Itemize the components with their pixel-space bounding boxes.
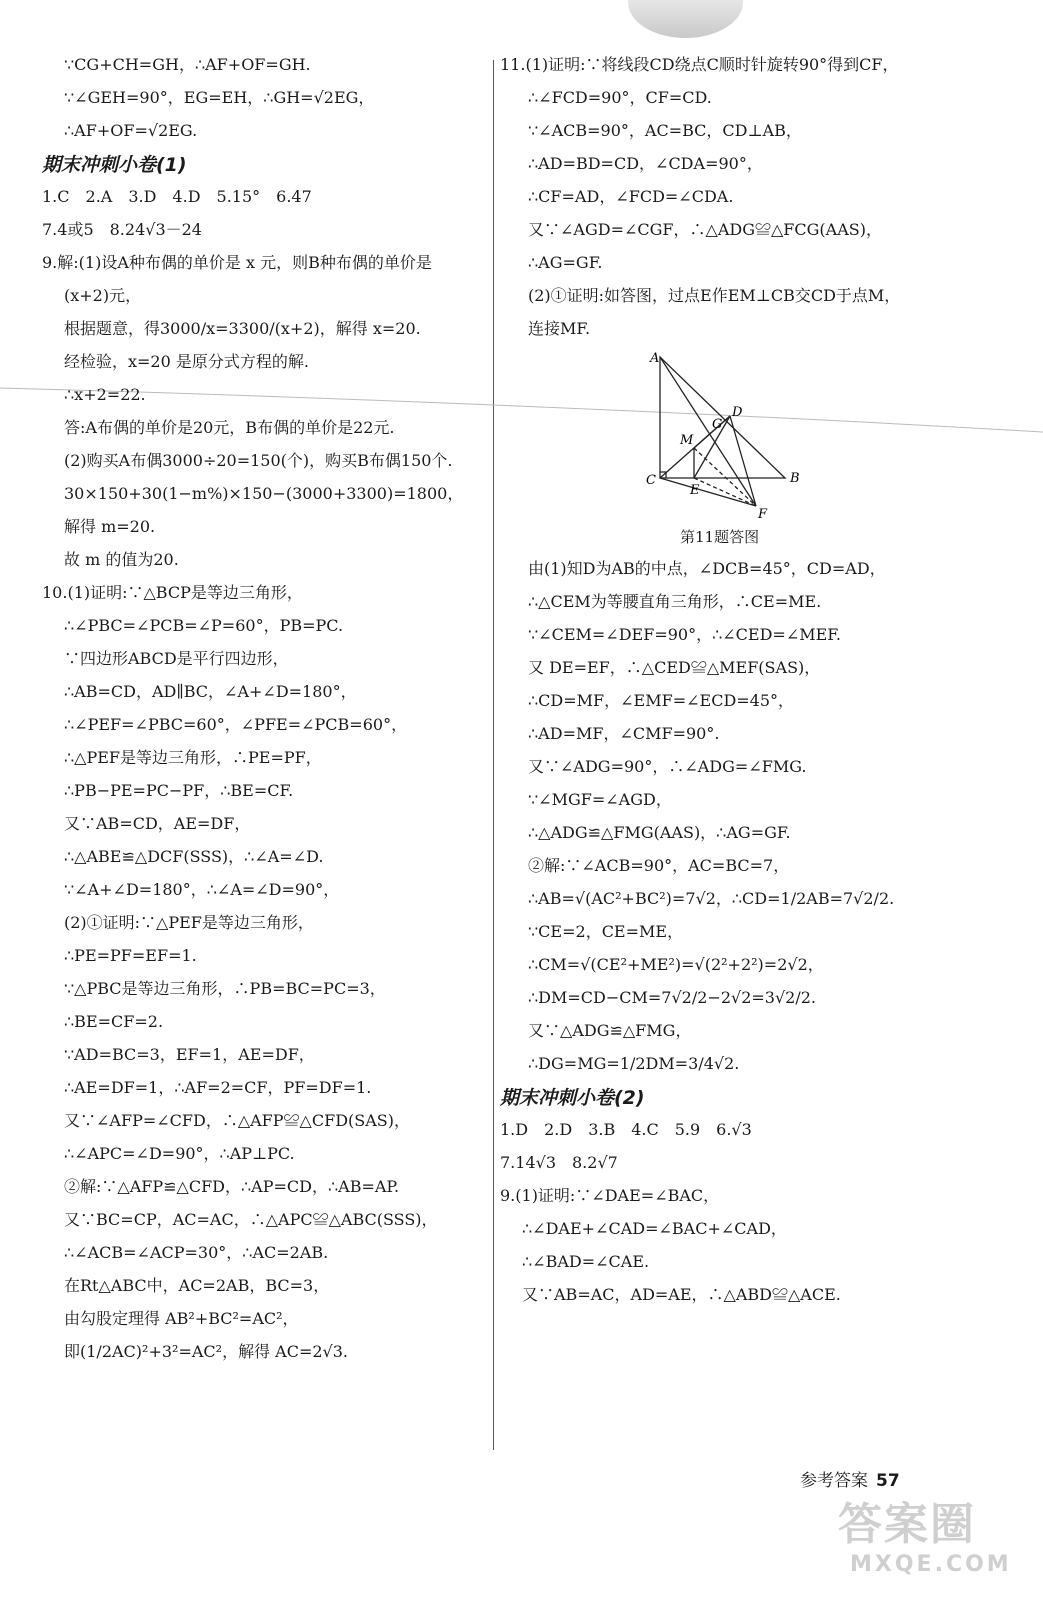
text-line: ∵∠A+∠D=180°，∴∠A=∠D=90°， <box>64 880 340 899</box>
text-line: 由勾股定理得 AB²+BC²=AC²， <box>64 1309 299 1328</box>
text-line: 连接MF. <box>528 319 591 338</box>
page-number: 57 <box>876 1471 900 1491</box>
text-line: 即(1/2AC)²+3²=AC²，解得 AC=2√3. <box>64 1342 348 1361</box>
text-line: ∵AD=BC=3，EF=1，AE=DF， <box>64 1045 315 1064</box>
text-line: ∴PE=PF=EF=1. <box>64 946 197 965</box>
text-line: ∴AD=BD=CD，∠CDA=90°， <box>528 154 763 173</box>
text-line: ∵∠ACB=90°，AC=BC，CD⊥AB， <box>528 121 802 140</box>
text-line: ∴∠BAD=∠CAE. <box>522 1252 650 1271</box>
figure-label-d: D <box>732 405 743 420</box>
text-line: 9.(1)证明:∵∠DAE=∠BAC， <box>500 1186 720 1205</box>
text-line: ②解:∵△AFP≌△CFD，∴AP=CD，∴AB=AP. <box>64 1177 400 1196</box>
text-line: ∴x+2=22. <box>64 385 146 404</box>
text-line: ∴CD=MF，∠EMF=∠ECD=45°， <box>528 691 795 710</box>
text-line: ∵∠GEH=90°，EG=EH，∴GH=√2EG， <box>64 88 375 107</box>
text-line: ∴CM=√(CE²+ME²)=√(2²+2²)=2√2， <box>528 955 824 974</box>
text-line: ∴∠PEF=∠PBC=60°，∠PFE=∠PCB=60°， <box>64 715 408 734</box>
figure-label-a: A <box>650 352 660 366</box>
text-line: ∴AB=CD，AD∥BC，∠A+∠D=180°， <box>64 682 357 701</box>
figure-label-g: G <box>712 417 723 432</box>
section-heading: 期末冲刺小卷(1) <box>42 154 187 176</box>
text-line: 又∵∠ADG=90°，∴∠ADG=∠FMG. <box>528 757 807 776</box>
text-line: 7.14√3 8.2√7 <box>500 1153 618 1172</box>
watermark-bottom: MXQE.COM <box>850 1552 1012 1577</box>
text-line: ∵四边形ABCD是平行四边形， <box>64 649 289 668</box>
column-divider <box>493 60 494 1450</box>
figure-caption: 第11题答图 <box>680 528 760 546</box>
text-line: ∴∠FCD=90°，CF=CD. <box>528 88 712 107</box>
text-line: ∴AD=MF，∠CMF=90°. <box>528 724 720 743</box>
text-line: 1.D 2.D 3.B 4.C 5.9 6.√3 <box>500 1120 752 1139</box>
text-line: 10.(1)证明:∵△BCP是等边三角形， <box>42 583 303 602</box>
figure-label-e: E <box>690 483 700 498</box>
text-line: ∵CE=2，CE=ME， <box>528 922 684 941</box>
footer-label: 参考答案 <box>800 1471 868 1491</box>
text-line: ∴△PEF是等边三角形，∴PE=PF， <box>64 748 322 767</box>
figure-label-f: F <box>758 507 768 522</box>
text-line: ∴△ADG≌△FMG(AAS)，∴AG=GF. <box>528 823 791 842</box>
left-column <box>42 55 492 1375</box>
figure-label-c: C <box>646 473 656 488</box>
text-line: 根据题意，得3000/x=3300/(x+2)，解得 x=20. <box>64 319 421 338</box>
text-line: 解得 m=20. <box>64 517 156 536</box>
top-tab-decoration <box>628 0 743 38</box>
text-line: ∴∠DAE+∠CAD=∠BAC+∠CAD， <box>522 1219 787 1238</box>
figure-label-b: B <box>790 471 800 486</box>
text-line: 经检验，x=20 是原分式方程的解. <box>64 352 309 371</box>
watermark-logo <box>838 1488 1038 1596</box>
text-line: ∵△PBC是等边三角形，∴PB=BC=PC=3， <box>64 979 386 998</box>
text-line: ∴∠PBC=∠PCB=∠P=60°，PB=PC. <box>64 616 344 635</box>
section-heading: 期末冲刺小卷(2) <box>500 1087 645 1109</box>
text-line: 又∵△ADG≌△FMG， <box>528 1021 692 1040</box>
text-line: 又 DE=EF，∴△CED≌△MEF(SAS)， <box>528 658 821 677</box>
text-line: ∴DG=MG=1/2DM=3/4√2. <box>528 1054 740 1073</box>
text-line: 答:A布偶的单价是20元，B布偶的单价是22元. <box>64 418 395 437</box>
text-line: ∴AB=√(AC²+BC²)=7√2，∴CD=1/2AB=7√2/2. <box>528 889 895 908</box>
text-line: (2)①证明:∵△PEF是等边三角形， <box>64 913 314 932</box>
text-line: ∵∠CEM=∠DEF=90°，∴∠CED=∠MEF. <box>528 625 841 644</box>
text-line: ∴BE=CF=2. <box>64 1012 164 1031</box>
text-line: 在Rt△ABC中，AC=2AB，BC=3， <box>64 1276 330 1295</box>
text-line: 7.4或5 8.24√3－24 <box>42 220 202 239</box>
text-line: ∵∠MGF=∠AGD， <box>528 790 672 809</box>
text-line: ∴∠APC=∠D=90°，∴AP⊥PC. <box>64 1144 295 1163</box>
text-line: ∴△ABE≌△DCF(SSS)，∴∠A=∠D. <box>64 847 324 866</box>
text-line: 又∵AB=CD，AE=DF， <box>64 814 251 833</box>
figure-label-m: M <box>680 433 694 448</box>
text-line: 11.(1)证明:∵将线段CD绕点C顺时针旋转90°得到CF， <box>500 55 899 74</box>
text-line: 又∵BC=CP，AC=AC，∴△APC≌△ABC(SSS)， <box>64 1210 438 1229</box>
q11-figure <box>640 352 840 522</box>
text-line: 又∵∠AGD=∠CGF，∴△ADG≌△FCG(AAS)， <box>528 220 882 239</box>
text-line: 又∵∠AFP=∠CFD，∴△AFP≌△CFD(SAS)， <box>64 1111 410 1130</box>
text-line: (2)购买A布偶3000÷20=150(个)，购买B布偶150个. <box>64 451 453 470</box>
text-line: ∴PB−PE=PC−PF，∴BE=CF. <box>64 781 294 800</box>
text-line: 由(1)知D为AB的中点，∠DCB=45°，CD=AD， <box>528 559 886 578</box>
text-line: (x+2)元， <box>64 286 142 305</box>
text-line: ∴∠ACB=∠ACP=30°，∴AC=2AB. <box>64 1243 329 1262</box>
right-column <box>500 55 1005 1318</box>
text-line: ∴AG=GF. <box>528 253 603 272</box>
text-line: 9.解:(1)设A种布偶的单价是 x 元，则B种布偶的单价是 <box>42 253 432 272</box>
q11-part1 <box>500 55 1005 339</box>
text-line: ∴△CEM为等腰直角三角形，∴CE=ME. <box>528 592 822 611</box>
text-line: ②解:∵∠ACB=90°，AC=BC=7， <box>528 856 790 875</box>
text-line: 故 m 的值为20. <box>64 550 179 569</box>
q11-part2-and-next-section <box>500 559 1005 1305</box>
text-line: ∴AF+OF=√2EG. <box>64 121 198 140</box>
text-line: ∵CG+CH=GH，∴AF+OF=GH. <box>64 55 311 74</box>
text-line: 又∵AB=AC，AD=AE，∴△ABD≌△ACE. <box>522 1285 841 1304</box>
text-line: ∴CF=AD，∠FCD=∠CDA. <box>528 187 734 206</box>
text-line: 1.C 2.A 3.D 4.D 5.15° 6.47 <box>42 187 312 206</box>
text-line: 30×150+30(1−m%)×150−(3000+3300)=1800， <box>64 484 464 503</box>
text-line: (2)①证明:如答图，过点E作EM⊥CB交CD于点M， <box>528 286 901 305</box>
text-line: ∴DM=CD−CM=7√2/2−2√2=3√2/2. <box>528 988 817 1007</box>
watermark-top: 答案圈 <box>838 1499 976 1550</box>
text-line: ∴AE=DF=1，∴AF=2=CF，PF=DF=1. <box>64 1078 372 1097</box>
